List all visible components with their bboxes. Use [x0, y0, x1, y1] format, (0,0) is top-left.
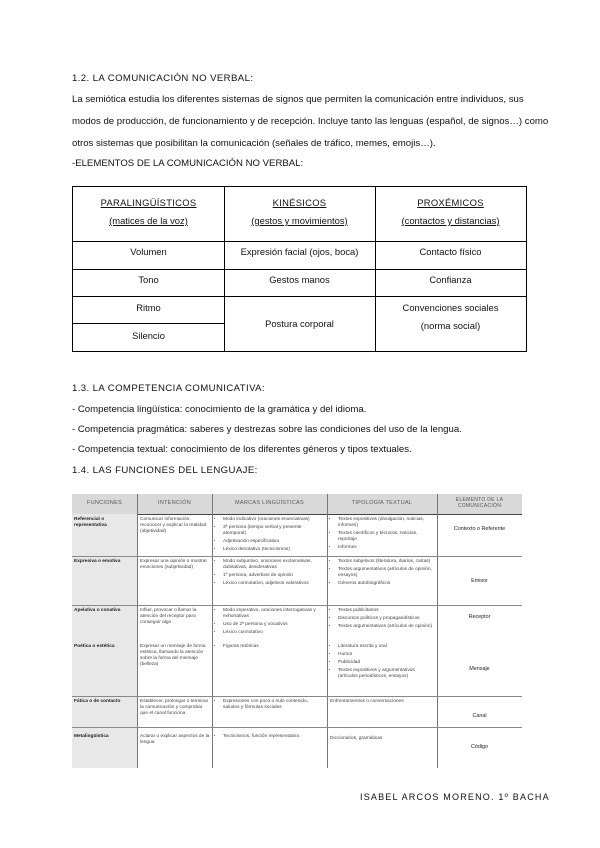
- section-14-heading: 1.4. LAS FUNCIONES DEL LENGUAJE:: [72, 465, 258, 476]
- tipologia-poetica: • Literatura escrita y oral • Humor • Publicidad • Textos expositivos y argumentativos (artículos periodísticos, ensayos): [330, 644, 435, 682]
- cell-norma-social: (norma social): [420, 320, 481, 331]
- elemento-poetica: Mensaje: [469, 666, 490, 672]
- elemento-referencial: Contexto o Referente: [453, 526, 506, 532]
- marcas-fatica: • Expresiones con poco o nulo contenido, saludos y fórmulas sociales: [215, 699, 325, 713]
- cell-ritmo: Ritmo: [136, 302, 161, 313]
- section-13-heading: 1.3. LA COMPETENCIA COMUNICATIVA:: [72, 383, 266, 394]
- tipologia-expresiva: • Textos subjetivos (literatura, diarios, cartas) • Textos argumentativos (artículos de opinión, ensayos) • Géneros autobiográficos: [330, 559, 435, 589]
- competencia-item-1: - Competencia lingüística: conocimiento de la gramática y del idioma.: [72, 404, 367, 415]
- column-title: KINÉSICOS: [272, 197, 327, 208]
- funcion-apelativa: Apelativa o conativa: [74, 608, 121, 613]
- funcion-metalinguistica: Metalingüística: [74, 734, 109, 739]
- tipologia-fatica: Enfrentamientos o conversaciones: [330, 699, 404, 704]
- funcion-poetica: Poética o estética: [74, 644, 115, 649]
- elemento-metalinguistica: Código: [470, 744, 489, 750]
- header-elemento: ELEMENTO DE LA COMUNICACIÓN: [455, 497, 504, 509]
- intencion-poetica: Expresar un mensaje de forma estética, llamando la atención sobre la forma del mensaje (belleza): [140, 644, 206, 667]
- column-subtitle: (contactos y distancias): [401, 215, 500, 226]
- elemento-expresiva: Emisor: [471, 578, 488, 584]
- funcion-expresiva: Expresiva o emotiva: [74, 559, 121, 564]
- competencia-item-2: - Competencia pragmática: saberes y destrezas sobre las condiciones del uso de la lengua.: [72, 424, 462, 435]
- column-title: PARALINGÜÍSTICOS: [100, 197, 197, 208]
- cell-gestos-manos: Gestos manos: [269, 274, 330, 285]
- tipologia-metalinguistica: Diccionarios, gramáticas: [330, 736, 383, 741]
- header-intencion: INTENCIÓN: [158, 500, 191, 506]
- cell-confianza: Confianza: [429, 274, 472, 285]
- paragraph-line-2: modos de producción, de funcionamiento y de recepción. Incluye tanto las lenguas (español, de signos…) como: [72, 116, 549, 127]
- cell-contacto-fisico: Contacto físico: [419, 246, 482, 257]
- section-12-heading: 1.2. LA COMUNICACIÓN NO VERBAL:: [72, 73, 254, 84]
- marcas-poetica: • Figuras retóricas: [215, 644, 325, 652]
- cell-tono: Tono: [138, 274, 159, 285]
- footer-author: ISABEL ARCOS MORENO. 1º BACHA: [360, 792, 550, 802]
- column-subtitle: (matices de la voz): [109, 215, 188, 226]
- marcas-metalinguistica: • Tecnicismos, función representativa: [215, 734, 325, 742]
- paragraph-line-1: La semiótica estudia los diferentes sistemas de signos que permiten la comunicación entre individuos, sus: [72, 94, 524, 105]
- funcion-fatica: Fática o de contacto: [74, 699, 121, 704]
- tipologia-referencial: • Textos expositivos (divulgación, noticias, informes) • Textos científicos y técnicos, noticias, reportaje • Informes: [330, 517, 435, 553]
- nonverbal-table: [72, 186, 527, 352]
- tipologia-apelativa: • Textos publicitarios • Discursos políticos y propagandísticos • Textos argumentativos (artículos de opinión): [330, 608, 435, 632]
- elements-subheading: -ELEMENTOS DE LA COMUNICACIÓN NO VERBAL:: [72, 158, 304, 169]
- column-title: PROXÉMICOS: [417, 197, 484, 208]
- functions-table-header: [72, 494, 522, 515]
- column-subtitle: (gestos y movimientos): [251, 215, 348, 226]
- cell-convenciones-sociales: Convenciones sociales: [402, 302, 499, 313]
- elemento-fatica: Canal: [472, 713, 487, 719]
- cell-volumen: Volumen: [130, 246, 167, 257]
- paragraph-line-3: otros sistemas que posibilitan la comunicación (señales de tráfico, memes, emojis…).: [72, 138, 436, 149]
- marcas-expresiva: • Modo subjuntivo, oraciones exclamativas, dubitativas, desiderativas • 1ª persona, adverbios de opinión • Léxico connotativo, adjetivos valorativos: [215, 559, 325, 589]
- intencion-referencial: Comunicar información, reconocer y explicar la realidad (objetividad): [140, 517, 207, 534]
- competencia-item-3: - Competencia textual: conocimiento de los diferentes géneros y tipos textuales.: [72, 444, 412, 455]
- funcion-referencial: Referencial o representativa: [74, 517, 107, 528]
- intencion-metalinguistica: Aclarar o explicar aspectos de la lengua: [140, 734, 210, 745]
- marcas-referencial: • Modo indicativo (oraciones enunciativas) • 3ª persona (tiempo verbal y presente atemporal) • Adjetivación especificativa • Léxico denotativo (tecnicismos): [215, 517, 325, 555]
- header-tipologia: TIPOLOGÍA TEXTUAL: [351, 500, 413, 506]
- intencion-expresiva: Expresar una opinión o mostrar emociones (subjetividad): [140, 559, 207, 570]
- intencion-apelativa: Influir, provocar o llamar la atención del receptor para conseguir algo: [140, 608, 197, 625]
- intencion-fatica: Establecer, prolongar o terminar la comunicación y comprobar que el canal funciona: [140, 699, 209, 716]
- functions-table: [72, 494, 522, 768]
- header-funciones: FUNCIONES: [86, 500, 123, 506]
- cell-expresion-facial: Expresión facial (ojos, boca): [240, 246, 359, 257]
- elemento-apelativa: Receptor: [468, 614, 491, 620]
- marcas-apelativa: • Modo imperativo, oraciones interrogativas y exhortativas • Uso de 2ª persona y vocativos • Léxico connotativo: [215, 608, 325, 638]
- header-marcas: MARCAS LINGÜÍSTICAS: [235, 500, 304, 506]
- cell-postura-corporal: Postura corporal: [265, 318, 334, 329]
- cell-silencio: Silencio: [132, 330, 165, 341]
